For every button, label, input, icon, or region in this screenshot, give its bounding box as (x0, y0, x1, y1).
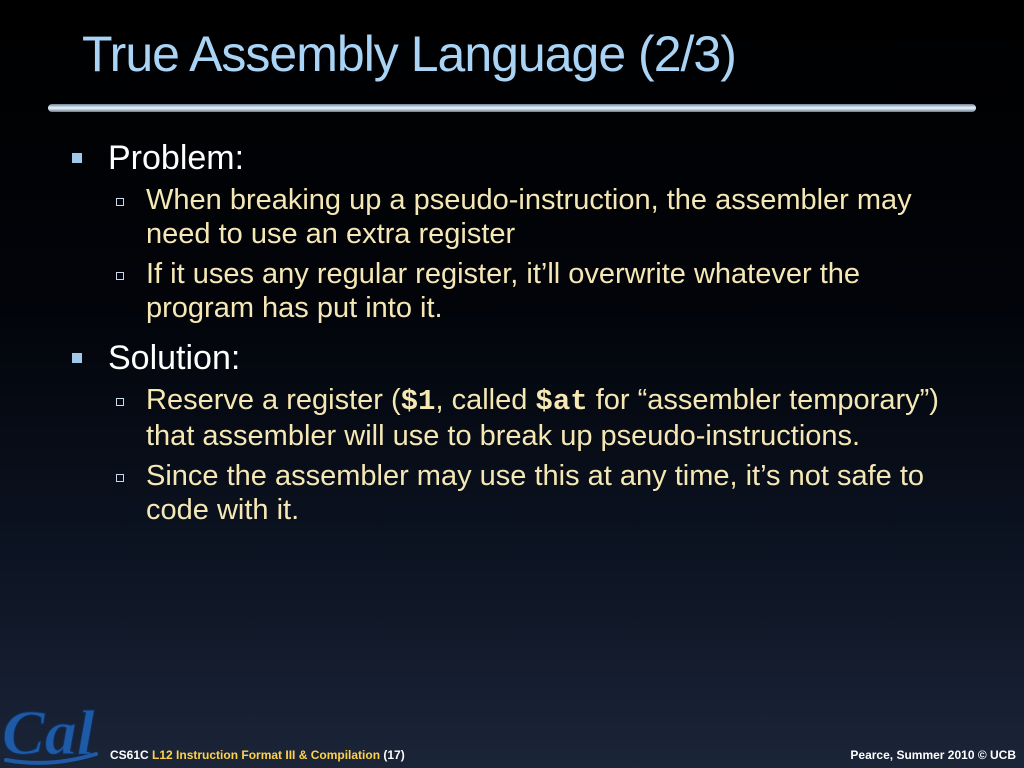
footer-credit: Pearce, Summer 2010 © UCB (850, 748, 1016, 762)
sub-bullet (70, 459, 950, 528)
sub-bullet-text: If it uses any regular register, it’ll overwrite whatever the program has put into it. (146, 257, 861, 325)
square-bullet-icon (72, 353, 82, 363)
sub-bullet (70, 383, 950, 454)
solution-heading: Solution: (108, 338, 241, 377)
sub-bullet (70, 183, 950, 252)
footer-course-info (110, 748, 405, 762)
sub-bullet (70, 257, 950, 326)
square-bullet-icon (72, 153, 82, 163)
title-divider (48, 104, 976, 112)
sub-bullet-text: , called (435, 383, 536, 416)
footer-prefix: CS61C (110, 748, 153, 762)
problem-heading: Problem: (108, 139, 245, 177)
footer-page-number: (17) (380, 748, 405, 762)
sub-bullet-text: for “assembler temporary”) that assembler will use to break up pseudo-instructions. (146, 383, 939, 453)
slide-title: True Assembly Language (2/3) (82, 26, 736, 82)
cal-logo-text: Cal (2, 697, 95, 768)
sub-bullet-text: Since the assembler may use this at any time, it’s not safe to code with it. (146, 459, 925, 527)
footer-lecture-title: L12 Instruction Format III & Compilation (152, 748, 381, 762)
sub-bullet-text: Reserve a register ( (146, 383, 401, 416)
cal-logo (0, 684, 100, 768)
sub-bullet-text: When breaking up a pseudo-instruction, the assembler may need to use an extra register (146, 183, 912, 251)
hollow-square-bullet-icon (116, 474, 124, 482)
bullet-solution (70, 338, 950, 379)
bullet-problem (70, 138, 950, 179)
register-code: $at (535, 384, 588, 418)
slide-content (70, 138, 950, 533)
register-code: $1 (400, 384, 436, 418)
hollow-square-bullet-icon (116, 198, 124, 206)
hollow-square-bullet-icon (116, 398, 124, 406)
hollow-square-bullet-icon (116, 272, 124, 280)
